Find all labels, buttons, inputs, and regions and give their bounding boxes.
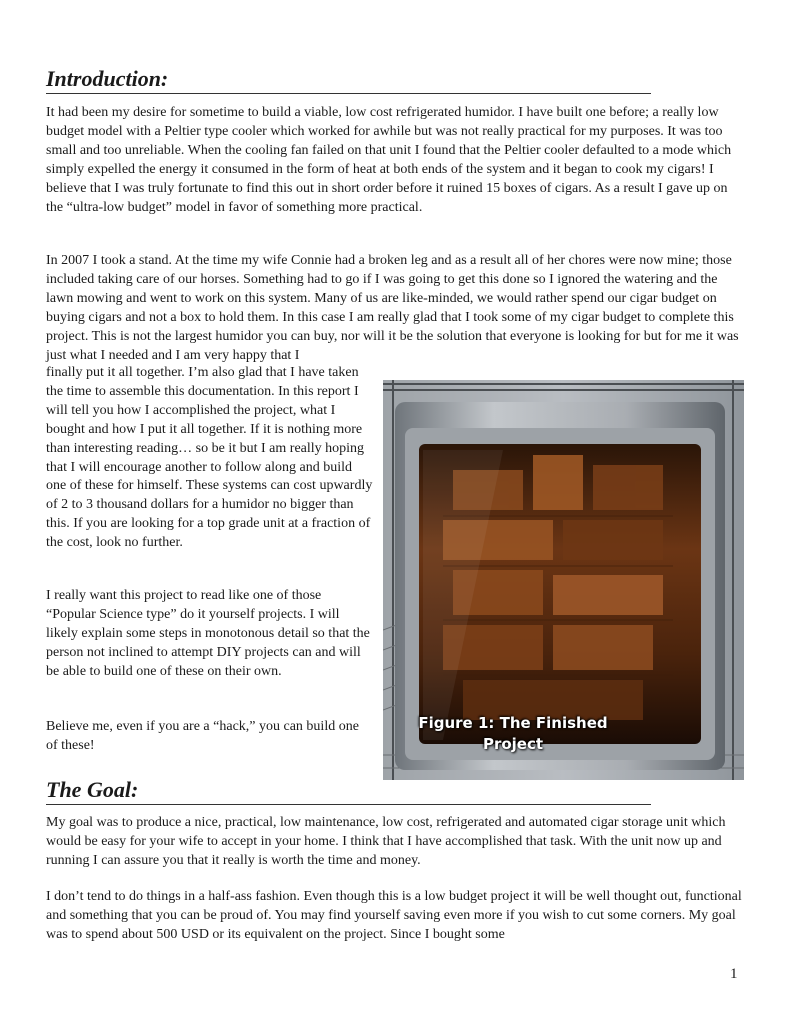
intro-paragraph-2: In 2007 I took a stand. At the time my wife Connie had a broken leg and as a result all of her chores were now mine; those included taking care of our horses. Something had to go if I was going to get this done so I ignored the watering and the lawn mowing and went to work on this system. Many of us are like-minded, we would rather spend our cigar budget on buying cigars and not a box to hold them. In this case I am really glad that I took some of my cigar budget to complete this project. This is not the largest humidor you can buy, nor will it be the solution that everyone is looking for but for me it was just what I needed and I am very happy that I xyxy=(46,253,739,363)
figure-caption-line-2: Project xyxy=(482,735,544,753)
page-number: 1 xyxy=(730,966,738,982)
intro-paragraph-3: I really want this project to read like one of those “Popular Science type” do it yourself projects. I will likely explain some steps in monotonous detail so that the person not inclined to attempt DIY projects can and will be able to build one of these on their own. xyxy=(46,588,370,679)
figure-caption-line-1: Figure 1: The Finished xyxy=(418,714,608,732)
goal-paragraph-1: My goal was to produce a nice, practical, low maintenance, low cost, refrigerated and automated cigar storage unit which would be easy for your wife to accept in your home. I think that I have accomplished that task. With the unit now up and running I can assure you that it really is worth the time and money. xyxy=(46,815,726,868)
goal-paragraph-2: I don’t tend to do things in a half-ass fashion. Even though this is a low budget project it will be well thought out, functional and something that you can be proud of. You may find yourself saving even more if you wish to cut some corners. My goal was to spend about 500 USD or its equivalent on the project. Since I bought some xyxy=(46,889,742,942)
intro-paragraph-4: Believe me, even if you are a “hack,” you can build one of these! xyxy=(46,719,359,753)
finished-project-photo xyxy=(383,380,744,780)
introduction-heading: Introduction: xyxy=(46,66,651,94)
intro-paragraph-2-continued: finally put it all together. I’m also glad that I have taken the time to assemble this documentation. In this report I will tell you how I accomplished the project, what I bought and how I put it all together. If it is nothing more than interesting reading… so be it but I am really hoping that I will encourage another to follow along and build one of these for himself. These systems can cost upwardly of 2 to 3 thousand dollars for a humidor no bigger than this. If you are looking for a top grade unit at a fraction of the cost, look no further. xyxy=(46,365,373,551)
figure-caption xyxy=(383,713,643,755)
intro-paragraph-1: It had been my desire for sometime to build a viable, low cost refrigerated humidor. I have built one before; a really low budget model with a Peltier type cooler which worked for awhile but was not really practical for my purposes. It was too small and too unreliable. When the cooling fan failed on that unit I found that the Peltier cooler defaulted to a mode which simply expelled the energy it consumed in the form of heat at both ends of the system and it began to cook my cigars! I believe that I was truly fortunate to find this out in short order before it ruined 15 boxes of cigars. As a result I gave up on the “ultra-low budget” model in favor of something more practical. xyxy=(46,105,732,215)
goal-heading: The Goal: xyxy=(46,777,651,805)
